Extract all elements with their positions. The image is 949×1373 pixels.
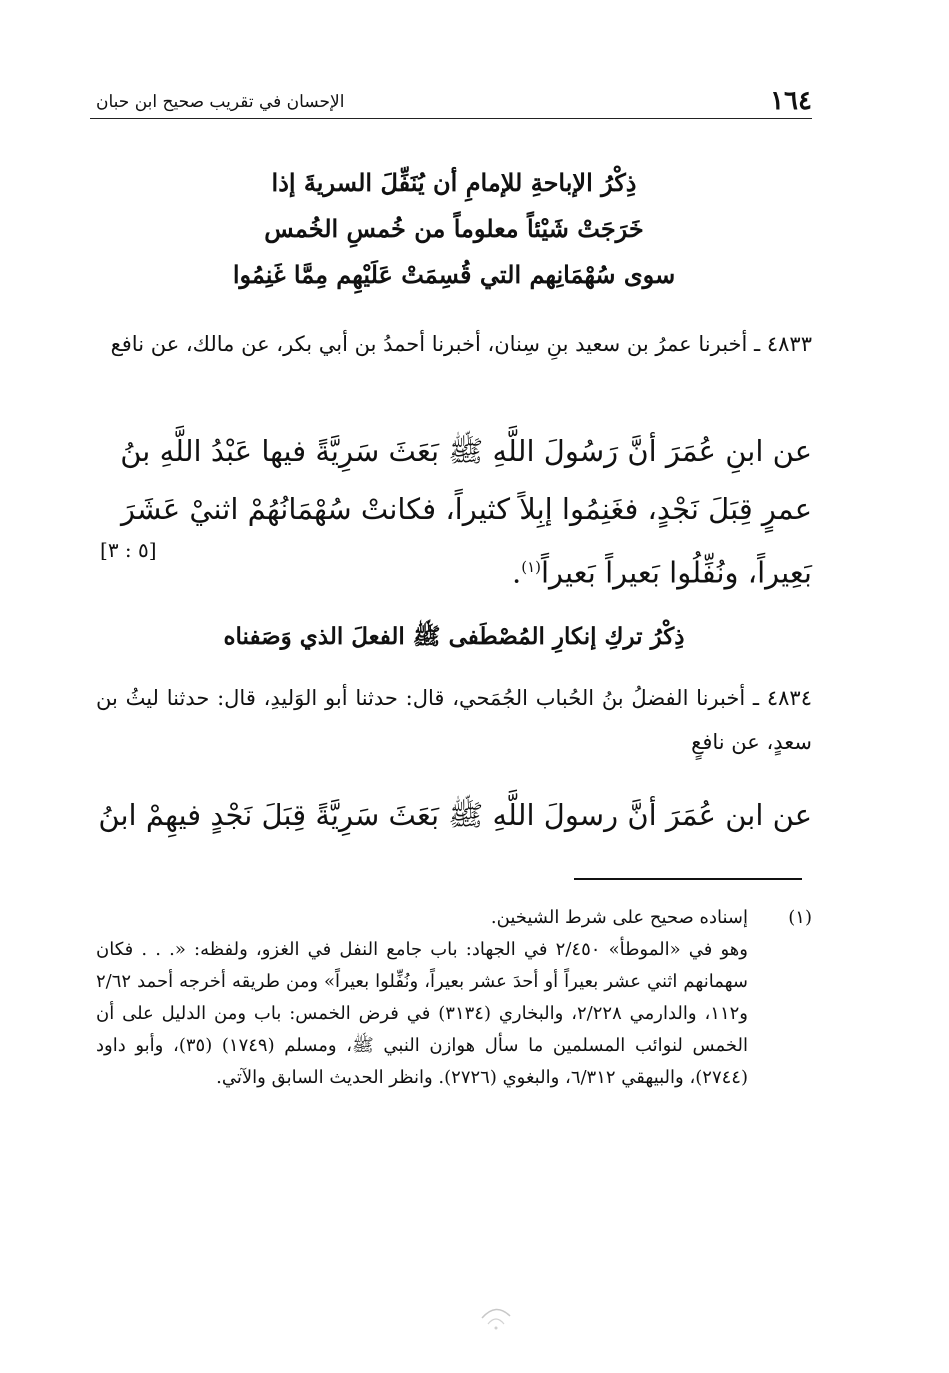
matn-4834: عن ابن عُمَرَ أنَّ رسولَ اللَّهِ ﷺ بَعَثَ سَرِيَّةً قِبَلَ نَجْدٍ فيهِمْ ابنُ (98, 798, 812, 832)
heading-line: ذِكْرُ الإباحةِ للإمامِ أن يُنَفِّلَ السريةَ إذا (271, 168, 637, 197)
matn-text: عن ابنِ عُمَرَ أنَّ رَسُولَ اللَّهِ ﷺ بَعَثَ سَرِيَّةً فيها عَبْدُ اللَّهِ بنُ عمرٍ قِبَلَ نَجْدٍ، فغَنِمُوا إبِلاً كثيراً، فكانتْ سُهْمَانُهُمْ اثنيْ عَشَرَ بَعِيراً، ونُفِّلُوا بَعيراً بَعيراً (120, 434, 812, 590)
hadith-number: ٤٨٣٤ (766, 686, 812, 710)
footnote-body: وهو في «الموطأ» ٢/٤٥٠ في الجهاد: باب جامع النفل في الغزو، ولفظه: «. . . فكان سهمانهم اثني عشر بعيراً أو أحدَ عشر بعيراً، ونُفِّلوا بعيراً» ومن طريقه أخرجه أحمد ٢/٦٢ و١١٢، والدارمي ٢/٢٢٨، والبخاري (٣١٣٤) في فرض الخمس: باب ومن الدليل على أن الخمس لنوائب المسلمين ما سأل هوازن النبي ﷺ، ومسلم (١٧٤٩) (٣٥)، وأبو داود (٢٧٤٤)، والبيهقي ٦/٣١٢، والبغوي (٢٧٢٦). وانظر الحديث السابق والآتي. (96, 939, 748, 1088)
footnotes (96, 902, 812, 1094)
footnote-lead: إسناده صحيح على شرط الشيخين. (490, 907, 748, 928)
matn-end: . (511, 555, 522, 590)
footnote-number: (١) (788, 907, 812, 928)
running-title: الإحسان في تقريب صحيح ابن حبان (96, 92, 345, 112)
footnote-rule (574, 878, 802, 880)
running-header (96, 78, 812, 118)
heading-line: خَرَجَتْ شَيْئاً معلوماً من خُمسِ الخُمس (264, 214, 644, 243)
page-number: ١٦٤ (770, 86, 812, 116)
section-heading-2: ذِكْرُ تركِ إنكارِ المُصْطَفى ﷺ الفعلَ الذي وَصَفناه (223, 623, 685, 650)
ornament-icon (476, 1298, 516, 1332)
footnote-marker: (١) (521, 558, 541, 576)
isnad-4833 (96, 322, 812, 366)
header-rule (90, 118, 812, 119)
isnad-text: ـ أخبرنا عمرُ بن سعيد بنِ سِنان، أخبرنا أحمدُ بن أبي بكر، عن مالك، عن نافع (110, 332, 761, 356)
section-heading-1 (96, 160, 812, 298)
footnote-first-line (96, 902, 812, 934)
isnad-text: ـ أخبرنا الفضلُ بنُ الحُباب الجُمَحي، قال: حدثنا أبو الوَليدِ، قال: حدثنا ليثُ بن سعدٍ، عن نافعٍ (96, 686, 812, 754)
reference-tag: [٥ : ٣] (100, 538, 157, 562)
heading-line: سوى سُهْمَانِهم التي قُسِمَتْ عَلَيْهِم مِمَّا غَنِمُوا (232, 260, 676, 289)
hadith-number: ٤٨٣٣ (766, 332, 812, 356)
matn-4833 (96, 422, 812, 602)
isnad-4834 (96, 676, 812, 764)
